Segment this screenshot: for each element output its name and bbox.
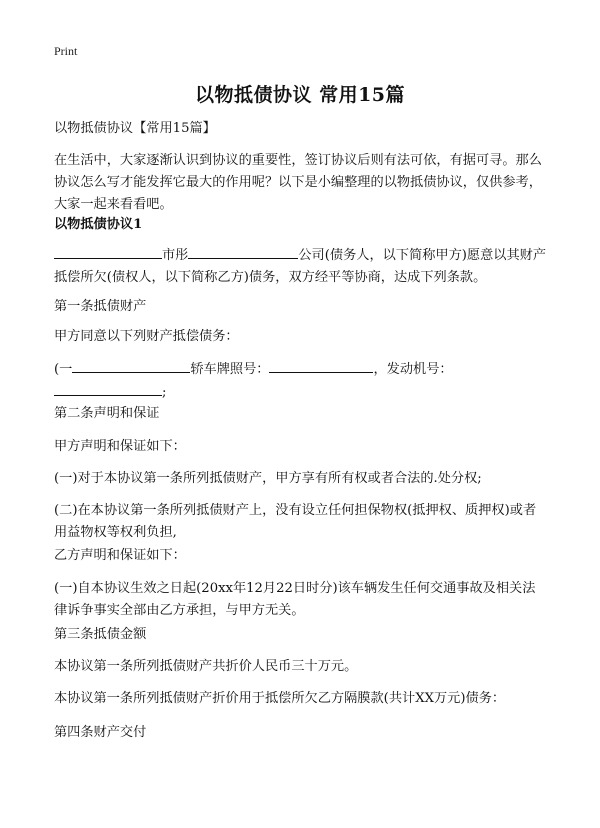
clause-heading: 第二条声明和保证 [54, 406, 160, 421]
blank-line [188, 244, 298, 259]
intro-paragraph: 在生活中，大家逐渐认识到协议的重要性，签订协议后则有法可依，有据可寻。那么协议怎么写才能发挥它最大的作用呢？以下是小编整理的以物抵债协议，仅供参考，大家一起来看看吧。 [54, 153, 542, 212]
clause-heading: 第一条抵债财产 [54, 299, 147, 314]
clause-heading: 第三条抵债金额 [54, 627, 147, 642]
party-paragraph: 市彤 公司(债务人，以下简称甲方)愿意以其财产抵偿所欠(债权人，以下简称乙方)债务，双方经平等协商，达成下列条款。 [54, 244, 548, 289]
blank-line [72, 358, 190, 373]
paragraph: 乙方声明和保证如下： [54, 548, 186, 563]
paragraph: 本协议第一条所列抵债财产共折价人民币三十万元。 [54, 659, 358, 674]
subtitle: 以物抵债协议【常用15篇】 [54, 121, 216, 136]
clause-heading: 第四条财产交付 [54, 725, 147, 740]
section-heading: 以物抵债协议1 [54, 217, 143, 232]
blank-line [54, 381, 162, 396]
paragraph: 甲方同意以下列财产抵偿债务： [54, 329, 239, 344]
paragraph: 本协议第一条所列抵债财产折价用于抵偿所欠乙方隔膜款(共计XX万元)债务： [54, 691, 506, 706]
document-title: 以物抵债协议 常用15篇 [194, 84, 406, 106]
print-link[interactable]: Print [54, 44, 78, 58]
paragraph: (一)自本协议生效之日起(20xx年12月22日时分)该车辆发生任何交通事故及相关法律诉争事实全部由乙方承担，与甲方无关。 [54, 581, 536, 618]
paragraph: (二)在本协议第一条所列抵债财产上，没有设立任何担保物权(抵押权、质押权)或者用益物权等权利负担, [54, 503, 537, 540]
blank-line [269, 358, 373, 373]
vehicle-paragraph: (一 轿车牌照号： ，发动机号： ; [54, 358, 548, 404]
blank-line [54, 244, 162, 259]
paragraph: 甲方声明和保证如下： [54, 439, 186, 454]
paragraph: (一)对于本协议第一条所列抵债财产，甲方享有所有权或者合法的.处分权; [54, 471, 482, 486]
